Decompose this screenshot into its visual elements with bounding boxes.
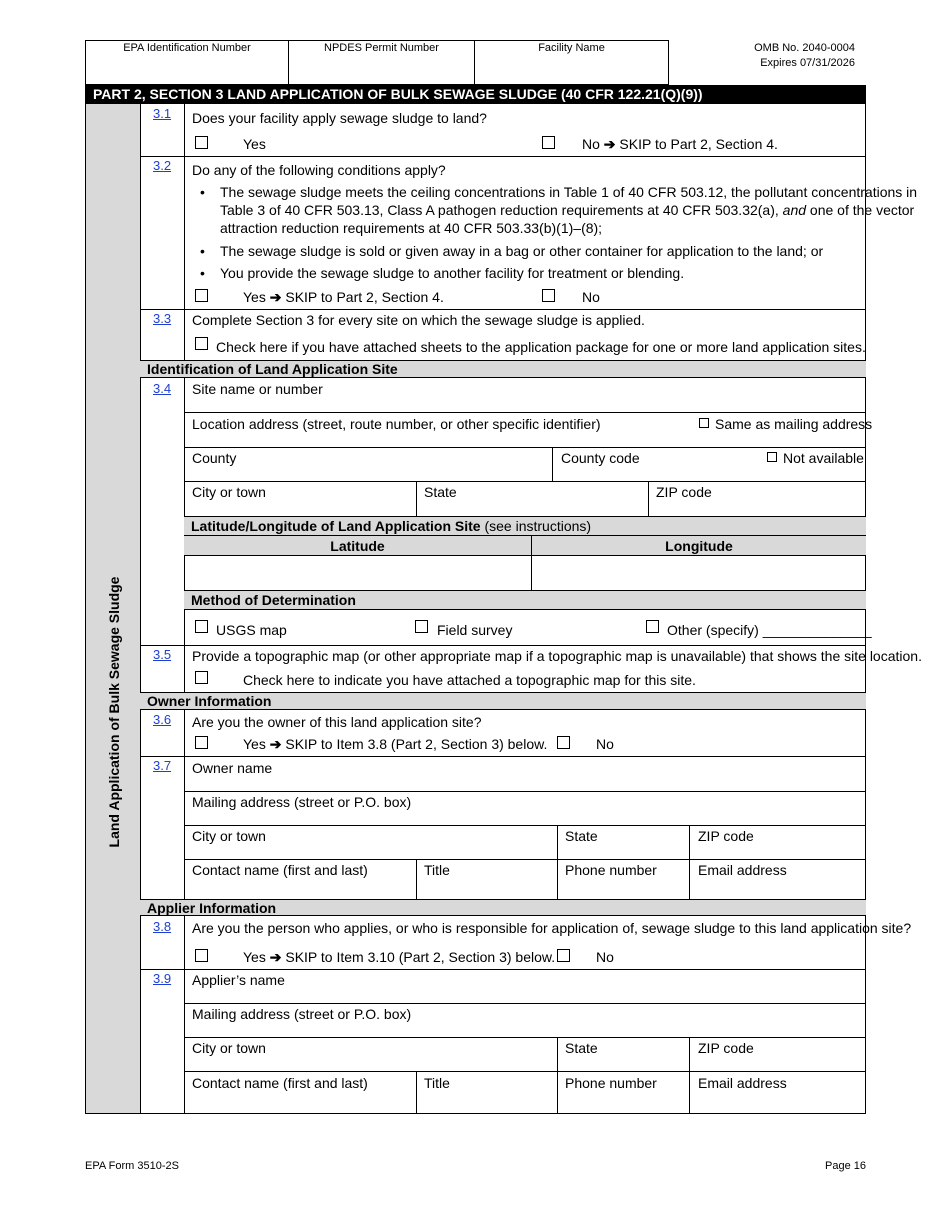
part-section-title: PART 2, SECTION 3 LAND APPLICATION OF BULK SEWAGE SLUDGE (40 CFR 122.21(Q)(9)) (85, 85, 866, 104)
item-3-9-link[interactable]: 3.9 (153, 971, 172, 986)
latitude-input[interactable] (184, 556, 532, 591)
bullet-3-text: You provide the sewage sludge to another facility for treatment or blending. (220, 265, 685, 281)
not-available-checkbox[interactable] (767, 452, 777, 462)
yes-text: Yes (243, 736, 266, 752)
content-left-line (184, 104, 185, 360)
content-left-line-4 (184, 916, 185, 1114)
latlong-band-note: (see instructions) (480, 518, 592, 534)
item-3-8-no-checkbox[interactable] (557, 949, 570, 962)
same-as-mailing-label: Same as mailing address (715, 416, 873, 432)
footer-form-number: EPA Form 3510-2S (85, 1160, 179, 1172)
item-3-1-no-label (582, 136, 778, 153)
cell-divider (416, 1071, 417, 1114)
cell-divider (416, 481, 417, 516)
item-3-8-question: Are you the person who applies, or who is responsible for application of, sewage sludge to this land application site? (192, 920, 912, 936)
divider (140, 756, 866, 757)
latlong-band-title: Latitude/Longitude of Land Application Site (191, 518, 481, 534)
footer-page-number: Page 16 (825, 1160, 866, 1172)
applier-title-field[interactable]: Title (424, 1075, 450, 1091)
cell-divider (552, 447, 553, 482)
cell-divider (689, 825, 690, 899)
divider (184, 825, 866, 826)
bullet-1-and: and (782, 202, 807, 218)
county-code-field[interactable]: County code (561, 450, 640, 466)
omb-number: OMB No. 2040-0004 (754, 42, 855, 54)
item-3-3-check-label: Check here if you have attached sheets to the application package for one or more land application sites. (216, 339, 866, 355)
owner-state-field[interactable]: State (565, 828, 598, 844)
item-3-8-no-label: No (596, 949, 614, 965)
arrow-right-icon: ➔ (603, 136, 616, 152)
cell-divider (557, 1037, 558, 1114)
omb-block (690, 41, 855, 71)
bullet-1-line-b (220, 201, 915, 219)
zip-field[interactable]: ZIP code (656, 484, 712, 500)
item-3-6-no-label: No (596, 736, 614, 752)
npdes-permit-field[interactable] (288, 40, 475, 85)
latitude-header (184, 536, 532, 556)
arrow-right-icon: ➔ (269, 289, 282, 305)
cell-divider (557, 825, 558, 899)
cell-divider (689, 1037, 690, 1114)
item-3-3-attached-checkbox[interactable] (195, 337, 208, 350)
item-3-2-bullet-3 (200, 264, 685, 282)
item-3-3-link[interactable]: 3.3 (153, 311, 172, 326)
item-3-6-yes-checkbox[interactable] (195, 736, 208, 749)
usgs-map-label: USGS map (216, 622, 287, 638)
state-field[interactable]: State (424, 484, 457, 500)
divider (140, 309, 866, 310)
side-label-band (85, 104, 141, 1114)
npdes-label: NPDES Permit Number (324, 42, 439, 54)
divider (140, 156, 866, 157)
cell-divider (416, 859, 417, 899)
applier-band: Applier Information (140, 899, 866, 916)
yes-text: Yes (243, 949, 266, 965)
owner-city-field[interactable]: City or town (192, 828, 266, 844)
item-3-2-link[interactable]: 3.2 (153, 158, 172, 173)
facility-label: Facility Name (538, 42, 605, 54)
not-available-label: Not available (783, 450, 864, 466)
bullet-1-part-c: one of the vector (809, 202, 915, 218)
item-3-5-link[interactable]: 3.5 (153, 647, 172, 662)
skip-text: SKIP to Part 2, Section 4. (285, 289, 444, 305)
yes-text: Yes (243, 289, 266, 305)
item-3-2-no-label: No (582, 289, 600, 305)
applier-email-field[interactable]: Email address (698, 1075, 787, 1091)
arrow-right-icon: ➔ (269, 736, 282, 752)
bullet-1-line-a: The sewage sludge meets the ceiling concentrations in Table 1 of 40 CFR 503.12, the pollutant concentrations in (220, 184, 918, 200)
item-3-1-yes-checkbox[interactable] (195, 136, 208, 149)
applier-city-field[interactable]: City or town (192, 1040, 266, 1056)
owner-contact-field[interactable]: Contact name (first and last) (192, 862, 368, 878)
divider (140, 969, 866, 970)
owner-name-field[interactable]: Owner name (192, 760, 273, 776)
owner-mailing-field[interactable]: Mailing address (street or P.O. box) (192, 794, 412, 810)
owner-zip-field[interactable]: ZIP code (698, 828, 754, 844)
divider (184, 1071, 866, 1072)
item-3-2-yes-checkbox[interactable] (195, 289, 208, 302)
bullet-icon: • (200, 265, 205, 281)
city-field[interactable]: City or town (192, 484, 266, 500)
applier-contact-field[interactable]: Contact name (first and last) (192, 1075, 368, 1091)
epa-id-label: EPA Identification Number (123, 42, 251, 54)
item-3-1-question: Does your facility apply sewage sludge to land? (192, 110, 487, 126)
bullet-icon: • (200, 184, 205, 200)
county-field[interactable]: County (192, 450, 237, 466)
applier-phone-field[interactable]: Phone number (565, 1075, 657, 1091)
latitude-label: Latitude (330, 538, 385, 554)
content-left-line-3 (184, 710, 185, 899)
identification-band: Identification of Land Application Site (140, 360, 866, 378)
omb-expires: Expires 07/31/2026 (760, 57, 855, 69)
no-text: No (582, 136, 600, 152)
owner-title-field[interactable]: Title (424, 862, 450, 878)
item-3-5-check-label: Check here to indicate you have attached a topographic map for this site. (243, 672, 696, 688)
arrow-right-icon: ➔ (269, 949, 282, 965)
site-name-field[interactable]: Site name or number (192, 381, 323, 397)
item-3-7-link[interactable]: 3.7 (153, 758, 172, 773)
epa-id-field[interactable] (85, 40, 289, 85)
divider (184, 1037, 866, 1038)
item-3-5-text: Provide a topographic map (or other appropriate map if a topographic map is unavailable) that shows the site location. (192, 648, 922, 664)
other-checkbox[interactable] (646, 620, 659, 633)
method-band: Method of Determination (184, 590, 866, 610)
item-3-6-link[interactable]: 3.6 (153, 712, 172, 727)
item-3-2-yes-label (243, 289, 444, 306)
cell-divider (648, 481, 649, 516)
item-3-6-question: Are you the owner of this land application site? (192, 714, 482, 730)
other-label: Other (specify) ______________ (667, 622, 872, 638)
owner-email-field[interactable]: Email address (698, 862, 787, 878)
item-3-8-link[interactable]: 3.8 (153, 919, 172, 934)
item-3-6-no-checkbox[interactable] (557, 736, 570, 749)
item-3-2-question: Do any of the following conditions apply? (192, 162, 446, 178)
longitude-input[interactable] (532, 556, 866, 591)
applier-zip-field[interactable]: ZIP code (698, 1040, 754, 1056)
longitude-header (532, 536, 866, 556)
bullet-icon: • (200, 243, 205, 259)
divider (184, 412, 866, 413)
divider (184, 447, 866, 448)
latlong-band (184, 516, 866, 536)
longitude-label: Longitude (665, 538, 733, 554)
item-3-1-yes-label: Yes (243, 136, 266, 152)
location-address-field[interactable]: Location address (street, route number, or other specific identifier) (192, 416, 601, 432)
skip-text: SKIP to Item 3.8 (Part 2, Section 3) below. (285, 736, 548, 752)
item-3-5-map-checkbox[interactable] (195, 671, 208, 684)
item-3-8-yes-checkbox[interactable] (195, 949, 208, 962)
owner-phone-field[interactable]: Phone number (565, 862, 657, 878)
skip-text: SKIP to Part 2, Section 4. (619, 136, 778, 152)
owner-band: Owner Information (140, 692, 866, 710)
item-3-2-no-checkbox[interactable] (542, 289, 555, 302)
divider (140, 645, 866, 646)
item-3-3-text: Complete Section 3 for every site on which the sewage sludge is applied. (192, 312, 645, 328)
frame-left-line (140, 104, 141, 1114)
facility-name-field[interactable] (474, 40, 669, 85)
item-3-1-link[interactable]: 3.1 (153, 106, 172, 121)
divider (184, 859, 866, 860)
same-as-mailing-checkbox[interactable] (699, 418, 709, 428)
bullet-1-line-d: attraction reduction requirements at 40 CFR 503.33(b)(1)–(8); (220, 220, 603, 236)
item-3-2-bullet-2 (200, 242, 824, 260)
divider (184, 481, 866, 482)
bullet-2-text: The sewage sludge is sold or given away in a bag or other container for application to the land; or (220, 243, 824, 259)
item-3-8-yes-label (243, 949, 555, 966)
item-3-1-no-checkbox[interactable] (542, 136, 555, 149)
item-3-6-yes-label (243, 736, 547, 753)
usgs-map-checkbox[interactable] (195, 620, 208, 633)
applier-mailing-field[interactable]: Mailing address (street or P.O. box) (192, 1006, 412, 1022)
skip-text: SKIP to Item 3.10 (Part 2, Section 3) below. (285, 949, 556, 965)
applier-state-field[interactable]: State (565, 1040, 598, 1056)
divider (184, 791, 866, 792)
item-3-4-link[interactable]: 3.4 (153, 381, 172, 396)
field-survey-label: Field survey (437, 622, 513, 638)
frame-bottom-line (140, 1113, 866, 1114)
item-3-2-bullet-1 (200, 183, 918, 237)
bullet-1-part: Table 3 of 40 CFR 503.13, Class A pathogen reduction requirements at 40 CFR 503.32(a), (220, 202, 779, 218)
field-survey-checkbox[interactable] (415, 620, 428, 633)
side-label: Land Application of Bulk Sewage Sludge (106, 576, 122, 848)
divider (184, 1003, 866, 1004)
applier-name-field[interactable]: Applier’s name (192, 972, 285, 988)
